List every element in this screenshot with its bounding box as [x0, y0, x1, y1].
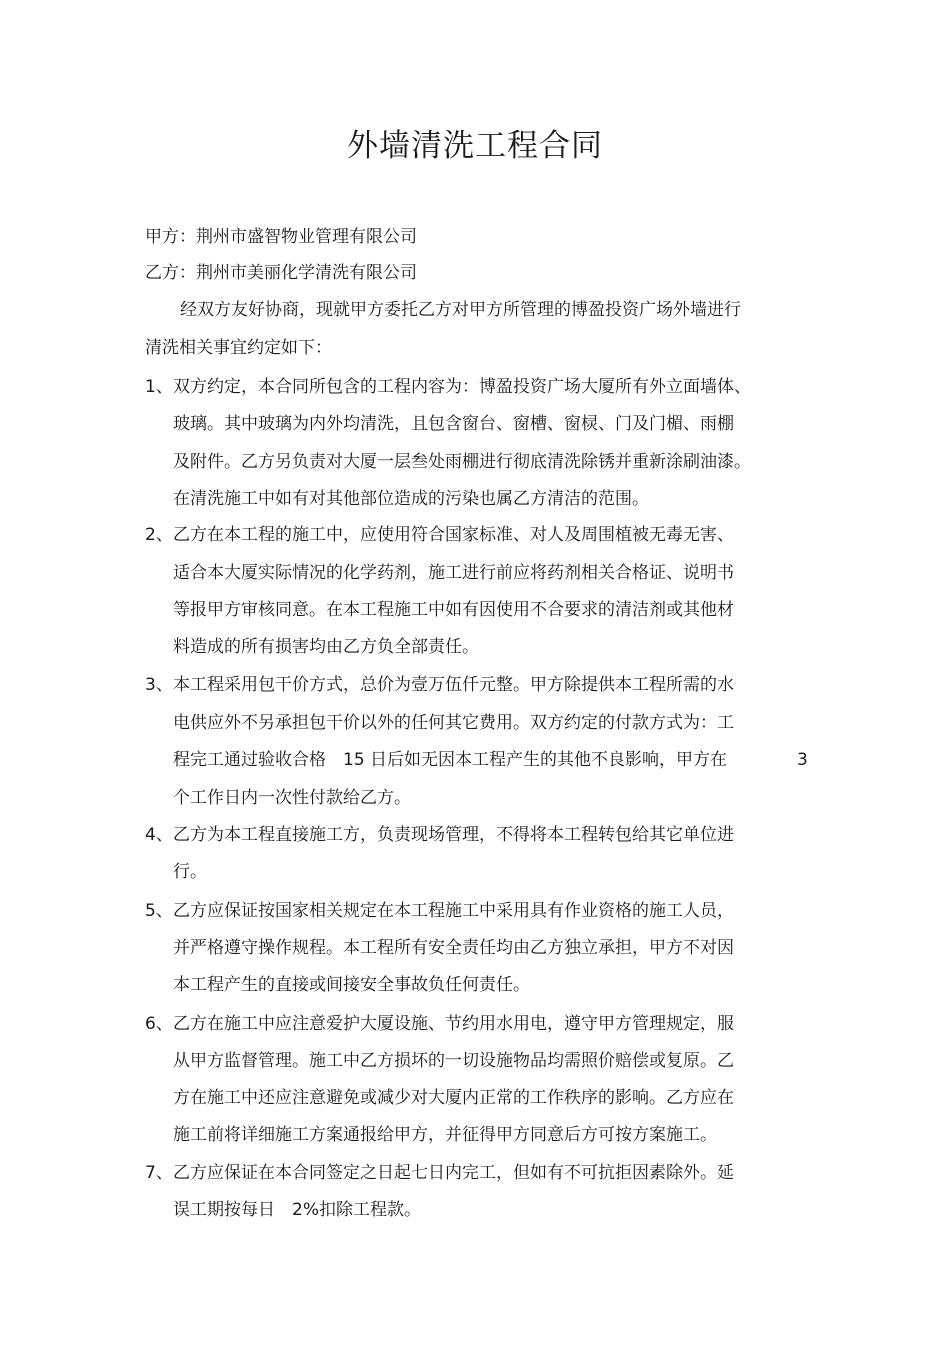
party-b: 乙方：荆州市美丽化学清洗有限公司 — [145, 263, 417, 283]
clause-6-line-3: 方在施工中还应注意避免或减少对大厦内正常的工作秩序的影响。乙方应在 — [173, 1088, 734, 1108]
clause-5-number: 5、 — [145, 901, 173, 921]
clause-3-line-1: 本工程采用包干价方式，总价为壹万伍仟元整。甲方除提供本工程所需的水 — [173, 675, 734, 695]
clause-3-line-4: 个工作日内一次性付款给乙方。 — [173, 788, 411, 808]
intro-line-1: 经双方友好协商，现就甲方委托乙方对甲方所管理的博盈投资广场外墙进行 — [180, 300, 741, 320]
clause-5-line-3: 本工程产生的直接或间接安全事故负任何责任。 — [173, 975, 530, 995]
document-title: 外墙清洗工程合同 — [347, 128, 603, 164]
clause-4-number: 4、 — [145, 825, 173, 845]
clause-2-line-3: 等报甲方审核同意。在本工程施工中如有因使用不合要求的清洁剂或其他材 — [173, 600, 734, 620]
clause-3-days-number: 3 — [797, 750, 808, 770]
clause-6-line-2: 从甲方监督管理。施工中乙方损坏的一切设施物品均需照价赔偿或复原。乙 — [173, 1051, 734, 1071]
clause-4-line-2: 行。 — [173, 862, 207, 882]
clause-3-line-3: 程完工通过验收合格 15 日后如无因本工程产生的其他不良影响，甲方在 — [173, 750, 728, 770]
clause-4-line-1: 乙方为本工程直接施工方，负责现场管理，不得将本工程转包给其它单位进 — [173, 825, 734, 845]
clause-6-line-1: 乙方在施工中应注意爱护大厦设施、节约用水用电，遵守甲方管理规定，服 — [173, 1014, 734, 1034]
clause-2-number: 2、 — [145, 525, 173, 545]
clause-5-line-2: 并严格遵守操作规程。本工程所有安全责任均由乙方独立承担，甲方不对因 — [173, 938, 734, 958]
clause-3-number: 3、 — [145, 675, 173, 695]
clause-1-line-4: 在清洗施工中如有对其他部位造成的污染也属乙方清洁的范围。 — [173, 489, 649, 509]
clause-6-number: 6、 — [145, 1014, 173, 1034]
intro-line-2: 清洗相关事宜约定如下： — [145, 338, 332, 358]
clause-1-number: 1、 — [145, 377, 173, 397]
clause-5-line-1: 乙方应保证按国家相关规定在本工程施工中采用具有作业资格的施工人员， — [173, 901, 734, 921]
clause-1-line-3: 及附件。乙方另负责对大厦一层叁处雨棚进行彻底清洗除锈并重新涂刷油漆。 — [173, 452, 751, 472]
clause-2-line-1: 乙方在本工程的施工中，应使用符合国家标准、对人及周围植被无毒无害、 — [173, 525, 734, 545]
clause-2-line-4: 料造成的所有损害均由乙方负全部责任。 — [173, 637, 479, 657]
clause-7-line-1: 乙方应保证在本合同签定之日起七日内完工，但如有不可抗拒因素除外。延 — [173, 1163, 734, 1183]
clause-3-line-2: 电供应外不另承担包干价以外的任何其它费用。双方约定的付款方式为：工 — [173, 713, 734, 733]
clause-1-line-1: 双方约定，本合同所包含的工程内容为：博盈投资广场大厦所有外立面墙体、 — [173, 377, 751, 397]
clause-1-line-2: 玻璃。其中玻璃为内外均清洗，且包含窗台、窗槽、窗棂、门及门楣、雨棚 — [173, 414, 734, 434]
clause-7-number: 7、 — [145, 1163, 173, 1183]
clause-6-line-4: 施工前将详细施工方案通报给甲方，并征得甲方同意后方可按方案施工。 — [173, 1125, 717, 1145]
clause-7-line-2: 误工期按每日 2%扣除工程款。 — [173, 1200, 421, 1220]
party-a: 甲方：荆州市盛智物业管理有限公司 — [145, 227, 417, 247]
clause-2-line-2: 适合本大厦实际情况的化学药剂，施工进行前应将药剂相关合格证、说明书 — [173, 563, 734, 583]
